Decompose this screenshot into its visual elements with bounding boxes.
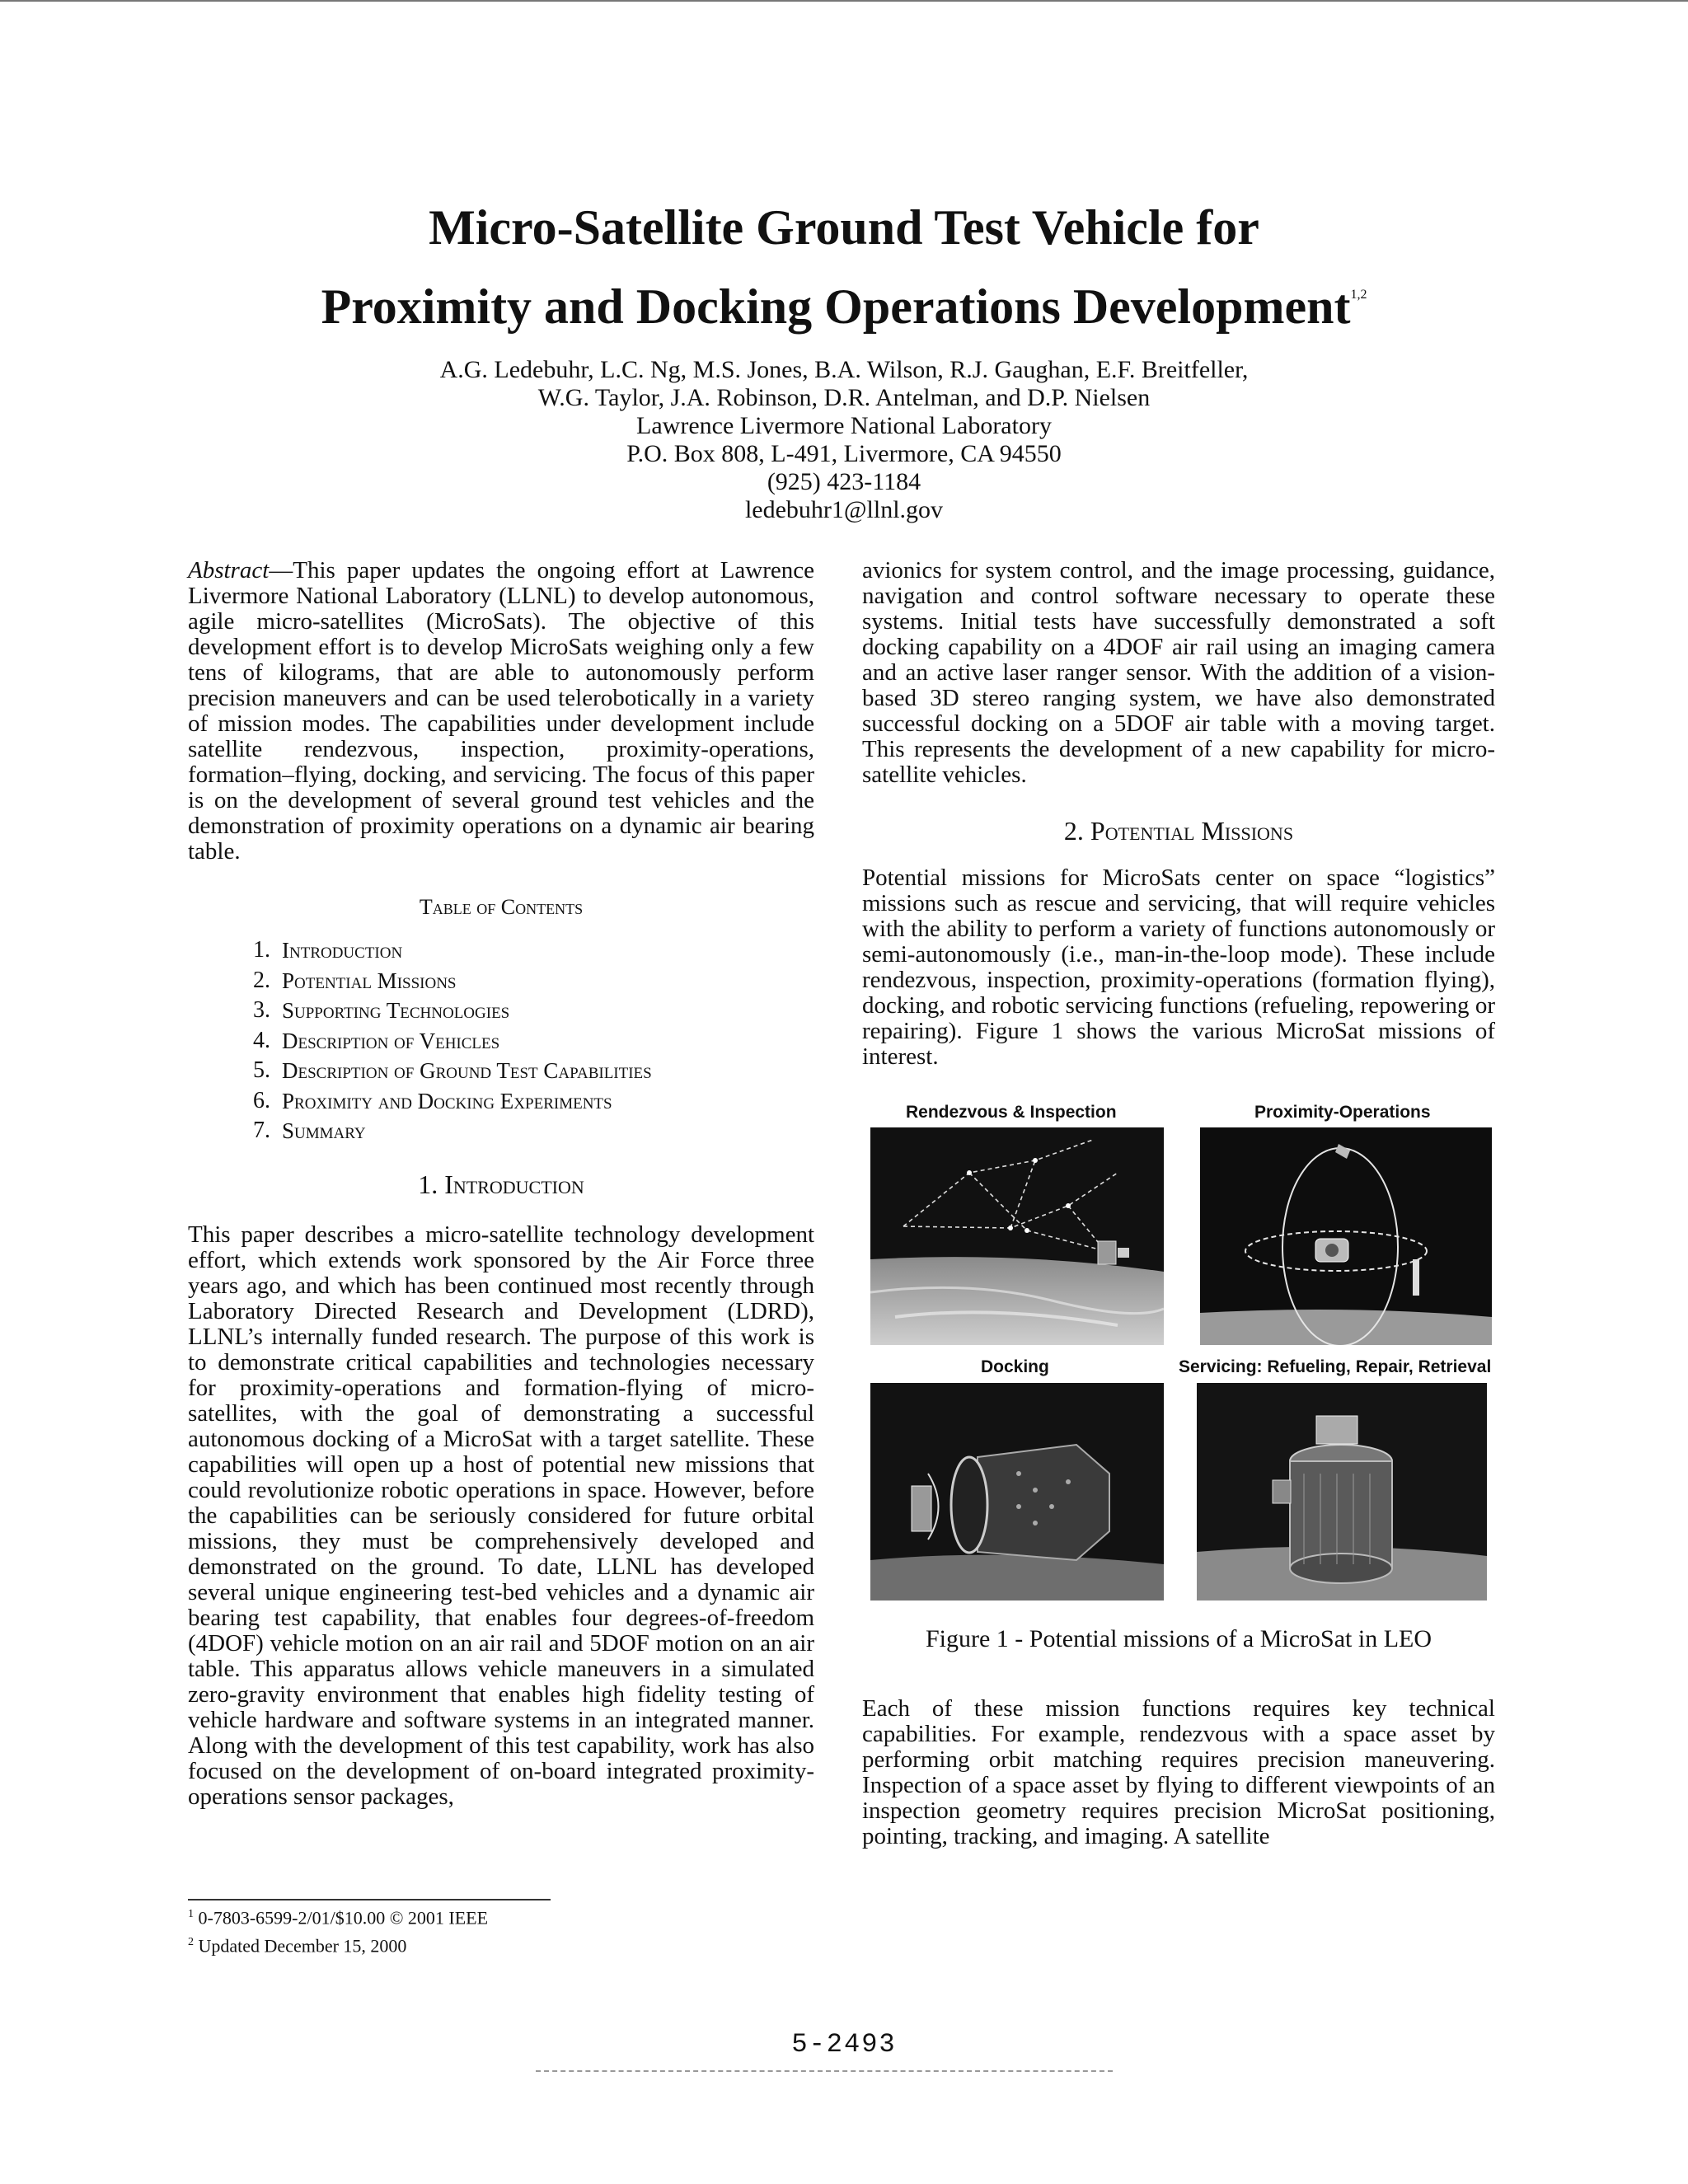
left-column bbox=[188, 558, 814, 1810]
title-line-1: Micro-Satellite Ground Test Vehicle for bbox=[429, 200, 1259, 255]
footnote-1: $^1$ 0-7803-6599-2/01/$10.00 © 2001 IEEE bbox=[188, 1907, 489, 1929]
title-footnote-marks: 1,2 bbox=[1350, 288, 1367, 302]
fig-label-servicing: Servicing: Refueling, Repair, Retrieval bbox=[1179, 1357, 1492, 1376]
toc-item: 3. Supporting Technologies bbox=[253, 997, 510, 1023]
phone: (925) 423-1184 bbox=[767, 468, 921, 495]
toc-item: 2. Potential Missions bbox=[253, 967, 457, 993]
image-servicing bbox=[1197, 1383, 1487, 1601]
image-docking bbox=[870, 1383, 1164, 1601]
fig-label-proximity: Proximity-Operations bbox=[1254, 1103, 1431, 1122]
fig-label-rendezvous: Rendezvous & Inspection bbox=[906, 1103, 1117, 1122]
toc-item: 5. Description of Ground Test Capabilities bbox=[253, 1057, 652, 1083]
top-border bbox=[0, 0, 1688, 2]
author-block bbox=[0, 356, 1688, 524]
after-figure-block bbox=[862, 1696, 1495, 1849]
footnotes bbox=[188, 1902, 488, 1959]
footnote-2: $^2$ Updated December 15, 2000 bbox=[188, 1935, 407, 1957]
abstract-label: Abstract bbox=[188, 557, 270, 583]
rendezvous-illustration bbox=[870, 1127, 1164, 1345]
address: P.O. Box 808, L-491, Livermore, CA 94550 bbox=[626, 440, 1062, 467]
section-heading-introduction: 1. Introduction bbox=[418, 1169, 584, 1199]
missions-text: Potential missions for MicroSats center on space “logistics” missions such as rescue and servicing, that will require vehicles with the ability to perform a variety of functions autonomously or semi-autonomously (i.e., man-in-the-loop mode). These include rendezvous, inspection, proximity-operations (formation flying), docking, and robotic servicing functions (refueling, repowering or repairing). Figure 1 shows the various MicroSat missions of interest. bbox=[862, 865, 1495, 1070]
abstract bbox=[188, 558, 814, 865]
introduction-text: This paper describes a micro-satellite technology development effort, which extends work sponsored by the Air Force three years ago, and which has been continued most recently through Laboratory Directed Research and Development (LDRD), LLNL’s internally funded research. The purpose of this work is to demonstrate critical capabilities and technologies necessary for proximity-operations and formation-flying of micro-satellites, with the goal of demonstrating a successful autonomous docking of a MicroSat with a target satellite. These capabilities will open up a host of potential new missions that could revolutionize robotic operations in space. However, before the capabilities can be seriously considered for future orbital missions, they must be comprehensively developed and demonstrated on the ground. To date, LLNL has developed several unique engineering test-bed vehicles and a dynamic air bearing test capability, that enables four degrees-of-freedom (4DOF) vehicle motion on an air rail and 5DOF motion on an air table. This apparatus allows vehicle maneuvers in a simulated zero-gravity environment that enables high fidelity testing of vehicle hardware and software systems in an integrated manner. Along with the development of this test capability, work has also focused on the development of on-board integrated proximity-operations sensor packages, bbox=[188, 1221, 814, 1810]
bottom-dashes bbox=[536, 2070, 1113, 2074]
toc-item: 6. Proximity and Docking Experiments bbox=[253, 1087, 612, 1113]
page-number: 5-2493 bbox=[791, 2029, 897, 2060]
fig-label-docking: Docking bbox=[981, 1357, 1049, 1376]
toc-item: 4. Description of Vehicles bbox=[253, 1027, 500, 1053]
abstract-text: —This paper updates the ongoing effort at Lawrence Livermore National Laboratory (LLNL) to develop autonomous, agile micro-satellites (MicroSats). The objective of this development effort is to develop MicroSats weighing only a few tens of kilograms, that are able to autonomously perform precision maneuvers and can be used telerobotically in a variety of mission modes. The capabilities under development include satellite rendezvous, inspection, proximity-operations, formation–flying, docking, and servicing. The focus of this paper is on the development of several ground test vehicles and the demonstration of proximity operations on a dynamic air bearing table. bbox=[188, 557, 814, 865]
email: ledebuhr1@llnl.gov bbox=[744, 496, 944, 523]
after-figure-text: Each of these mission functions requires key technical capabilities. For example, rendezvous with a space asset by performing orbit matching requires precision maneuvering. Inspection of a space asset by flying to different viewpoints of an inspection geometry requires precision MicroSat positioning, pointing, tracking, and imaging. A satellite bbox=[862, 1695, 1495, 1849]
footnote-rule bbox=[188, 1899, 551, 1900]
right-column bbox=[862, 558, 1495, 1070]
image-rendezvous-inspection bbox=[870, 1127, 1164, 1345]
affiliation: Lawrence Livermore National Laboratory bbox=[636, 412, 1052, 439]
authors-line-1: A.G. Ledebuhr, L.C. Ng, M.S. Jones, B.A. Wilson, R.J. Gaughan, E.F. Breitfeller, bbox=[439, 356, 1249, 383]
docking-illustration bbox=[870, 1383, 1164, 1601]
toc-item: 7. Summary bbox=[253, 1118, 366, 1143]
col2-paragraph: avionics for system control, and the image processing, guidance, navigation and control software necessary to operate these systems. Initial tests have successfully demonstrated a soft docking capability on a 4DOF air rail using an imaging camera and an active laser ranger sensor. With the addition of a vision-based 3D stereo ranging system, we have also demonstrated successful docking on a 5DOF air table with a moving target. This represents the development of a new capability for micro-satellite vehicles. bbox=[862, 557, 1495, 788]
servicing-illustration bbox=[1197, 1383, 1487, 1601]
proximity-illustration bbox=[1200, 1127, 1492, 1345]
toc-heading: Table of Contents bbox=[419, 895, 584, 919]
authors-line-2: W.G. Taylor, J.A. Robinson, D.R. Antelman, and D.P. Nielsen bbox=[537, 384, 1151, 411]
image-proximity-operations bbox=[1200, 1127, 1492, 1345]
table-of-contents bbox=[227, 935, 814, 1146]
title-line-2: Proximity and Docking Operations Development$^{1,2}$ bbox=[321, 279, 1367, 334]
toc-item: 1. Introduction bbox=[253, 937, 403, 963]
figure-1-caption: Figure 1 - Potential missions of a MicroSat in LEO bbox=[925, 1625, 1432, 1652]
section-heading-missions: 2. Potential Missions bbox=[1063, 816, 1294, 846]
paper-title bbox=[0, 194, 1688, 340]
